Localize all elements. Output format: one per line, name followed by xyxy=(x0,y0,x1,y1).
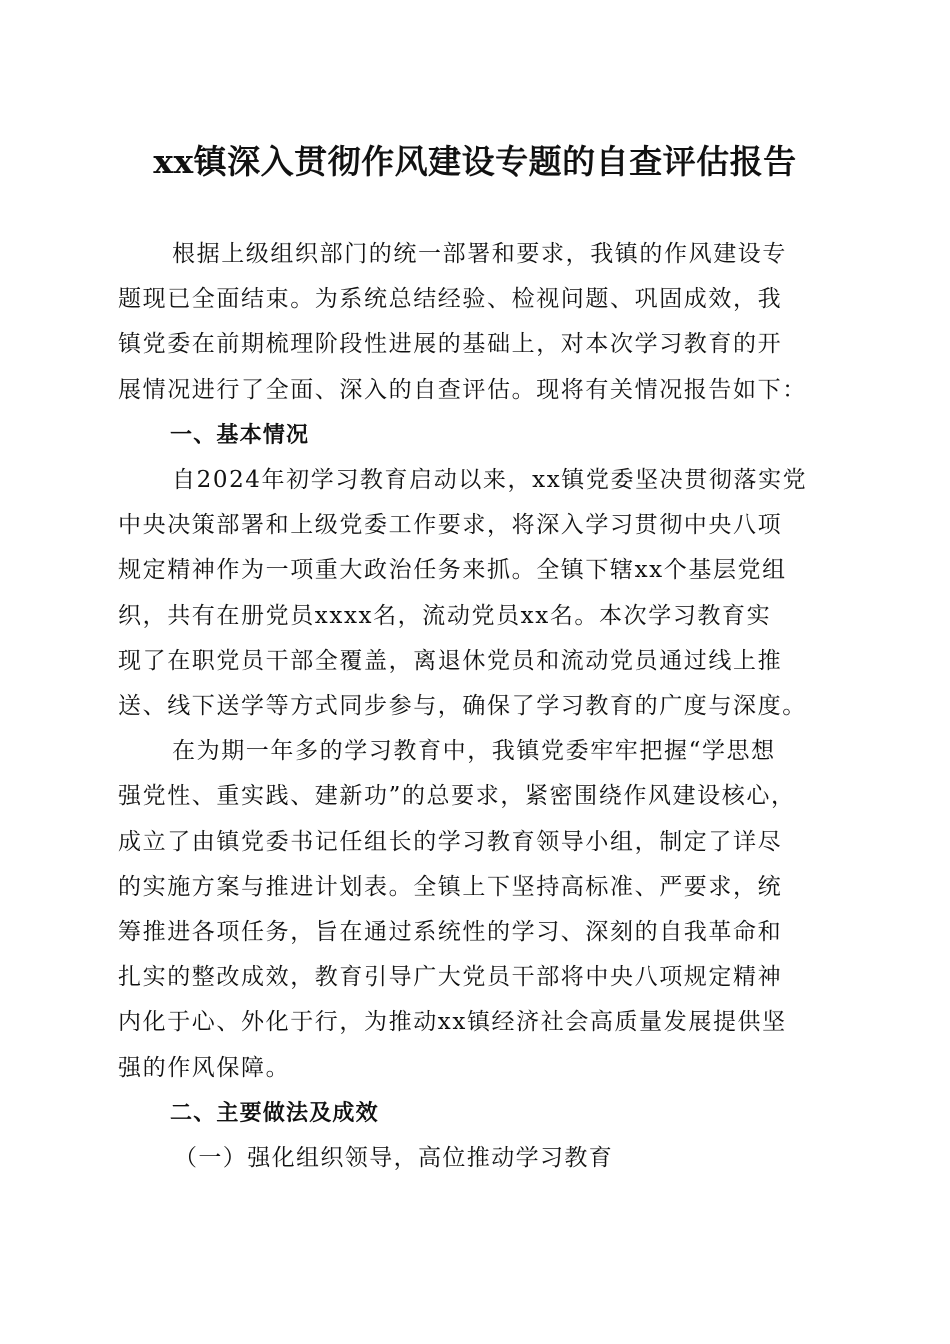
text-line: 规定精神作为一项重大政治任务来抓。全镇下辖xx个基层党组 xyxy=(118,557,787,584)
text-line: 织，共有在册党员xxxx名，流动党员xx名。本次学习教育实 xyxy=(118,602,772,629)
section-heading-basic-situation: 一、基本情况 xyxy=(170,422,310,448)
document-title: xx镇深入贯彻作风建设专题的自查评估报告 xyxy=(153,142,797,181)
document-body xyxy=(118,232,830,1181)
text-line: 成立了由镇党委书记任组长的学习教育领导小组，制定了详尽 xyxy=(118,828,783,855)
text-line: 根据上级组织部门的统一部署和要求，我镇的作风建设专 xyxy=(172,241,787,267)
text-line: 镇党委在前期梳理阶段性进展的基础上，对本次学习教育的开 xyxy=(118,331,783,358)
text-line: 筹推进各项任务，旨在通过系统性的学习、深刻的自我革命和 xyxy=(118,919,783,946)
text-line: 现了在职党员干部全覆盖，离退休党员和流动党员通过线上推 xyxy=(118,647,783,674)
text-line: 中央决策部署和上级党委工作要求，将深入学习贯彻中央八项 xyxy=(118,512,783,539)
text-line: 在为期一年多的学习教育中，我镇党委牢牢把握“学思想 xyxy=(172,738,776,765)
text-line: 强的作风保障。 xyxy=(118,1054,291,1081)
text-line: 的实施方案与推进计划表。全镇上下坚持高标准、严要求，统 xyxy=(118,873,783,900)
text-line: 内化于心、外化于行，为推动xx镇经济社会高质量发展提供坚 xyxy=(118,1009,787,1036)
paragraph-intro xyxy=(118,232,830,413)
text-line: 自2024年初学习教育启动以来，xx镇党委坚决贯彻落实党 xyxy=(172,467,808,494)
text-line: 扎实的整改成效，教育引导广大党员干部将中央八项规定精神 xyxy=(118,964,783,991)
paragraph-basic-situation-2 xyxy=(118,729,830,1091)
subsection-heading-organization: （一）强化组织领导，高位推动学习教育 xyxy=(174,1145,614,1172)
text-line: 送、线下送学等方式同步参与，确保了学习教育的广度与深度。 xyxy=(118,693,807,720)
paragraph-basic-situation-1 xyxy=(118,458,830,729)
text-line: 题现已全面结束。为系统总结经验、检视问题、巩固成效，我 xyxy=(118,286,783,313)
text-line: 强党性、重实践、建新功”的总要求，紧密围绕作风建设核心， xyxy=(118,783,796,810)
section-heading-main-practices: 二、主要做法及成效 xyxy=(170,1100,379,1126)
text-line: 展情况进行了全面、深入的自查评估。现将有关情况报告如下： xyxy=(118,376,807,403)
